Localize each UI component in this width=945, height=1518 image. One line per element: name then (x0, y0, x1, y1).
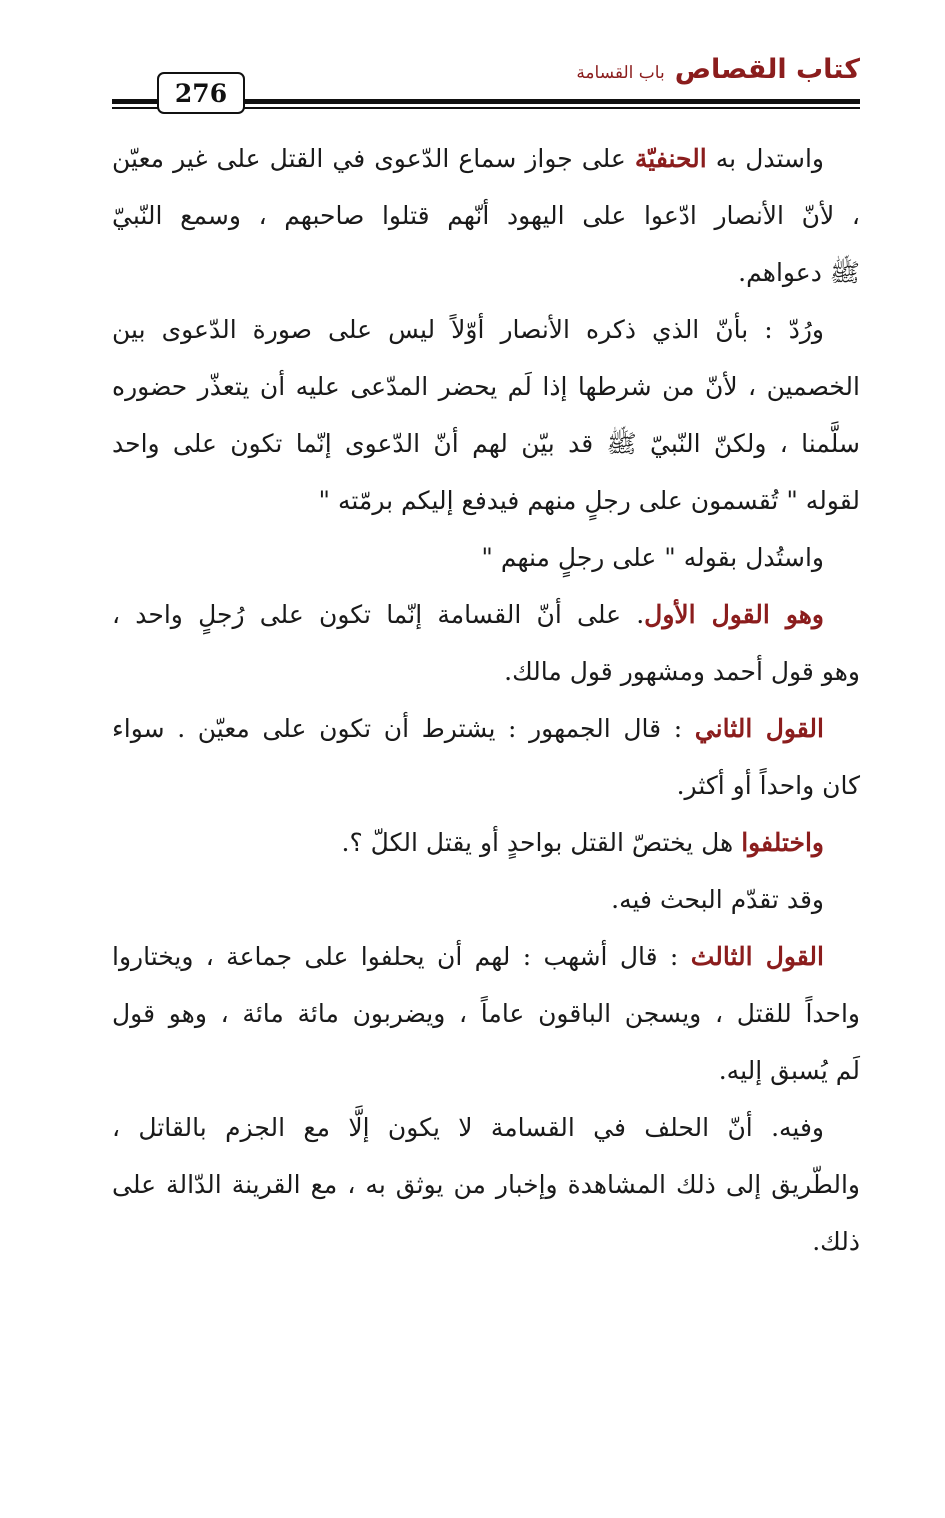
text-line (112, 130, 860, 187)
paragraph (112, 928, 860, 1099)
page-number: 276 (157, 72, 245, 114)
text-line (112, 643, 860, 700)
highlighted-term: وهو القول الأول (644, 600, 824, 629)
highlighted-term: واختلفوا (741, 828, 824, 857)
line-text: وهو قول أحمد ومشهور قول مالك. (504, 657, 860, 686)
line-text: كان واحداً أو أكثر. (676, 771, 860, 800)
text-line (112, 244, 860, 301)
line-text: على جواز سماع الدّعوى في القتل على غير معيّن (112, 144, 635, 173)
paragraph (112, 814, 860, 871)
text-line (112, 586, 860, 643)
paragraph (112, 586, 860, 700)
line-text: لَم يُسبق إليه. (718, 1056, 860, 1085)
line-text: ﷺ دعواهم. (738, 258, 860, 287)
page-body (112, 130, 860, 1270)
text-line (112, 358, 860, 415)
text-line (112, 985, 860, 1042)
line-text: : قال أشهب : لهم أن يحلفوا على جماعة ، ويختاروا (112, 942, 691, 971)
line-text: هل يختصّ القتل بواحدٍ أو يقتل الكلّ ؟. (341, 828, 742, 857)
line-text: وقد تقدّم البحث فيه. (611, 885, 824, 914)
text-line (112, 1099, 860, 1156)
line-text: واستدل به (706, 144, 824, 173)
text-line (112, 1042, 860, 1099)
paragraph (112, 1099, 860, 1270)
text-line (112, 415, 860, 472)
highlighted-term: القول الثاني (694, 714, 824, 743)
paragraph (112, 529, 860, 586)
text-line (112, 187, 860, 244)
line-text: واحداً للقتل ، ويسجن الباقون عاماً ، ويضربون مائة مائة ، وهو قول (112, 999, 860, 1028)
text-line (112, 1213, 860, 1270)
line-text: والطّريق إلى ذلك المشاهدة وإخبار من يوثق به ، مع القرينة الدّالة على (112, 1170, 860, 1199)
text-line (112, 700, 860, 757)
line-text: سلَّمنا ، ولكنّ النّبيّ ﷺ قد بيّن لهم أنّ الدّعوى إنّما تكون على واحد (112, 429, 860, 458)
text-line (112, 757, 860, 814)
line-text: وفيه. أنّ الحلف في القسامة لا يكون إلَّا مع الجزم بالقاتل ، (112, 1113, 824, 1142)
paragraph (112, 130, 860, 301)
line-text: واستُدل بقوله " على رجلٍ منهم " (481, 543, 824, 572)
paragraph (112, 301, 860, 529)
highlighted-term: القول الثالث (690, 942, 824, 971)
line-text: . على أنّ القسامة إنّما تكون على رُجلٍ واحد ، (112, 600, 645, 629)
text-line (112, 1156, 860, 1213)
line-text: : قال الجمهور : يشترط أن تكون على معيّن . سواء (112, 714, 695, 743)
line-text: ورُدّ : بأنّ الذي ذكره الأنصار أوّلاً ليس على صورة الدّعوى بين (112, 315, 824, 344)
line-text: الخصمين ، لأنّ من شرطها إذا لَم يحضر المدّعى عليه أن يتعذّر حضوره (112, 372, 860, 401)
running-title (576, 54, 860, 85)
text-line (112, 871, 860, 928)
highlighted-term: الحنفيّة (634, 144, 707, 173)
text-line (112, 472, 860, 529)
chapter-title: باب القسامة (576, 63, 665, 83)
line-text: ذلك. (812, 1227, 860, 1256)
line-text: ، لأنّ الأنصار ادّعوا على اليهود أنّهم قتلوا صاحبهم ، وسمع النّبيّ (112, 201, 860, 230)
paragraph (112, 871, 860, 928)
text-line (112, 529, 860, 586)
line-text: لقوله " تُقسمون على رجلٍ منهم فيدفع إليكم برمّته " (318, 486, 860, 515)
book-title: كتاب القصاص (674, 54, 860, 85)
text-line (112, 814, 860, 871)
paragraph (112, 700, 860, 814)
page-header (112, 50, 860, 120)
text-line (112, 301, 860, 358)
text-line (112, 928, 860, 985)
